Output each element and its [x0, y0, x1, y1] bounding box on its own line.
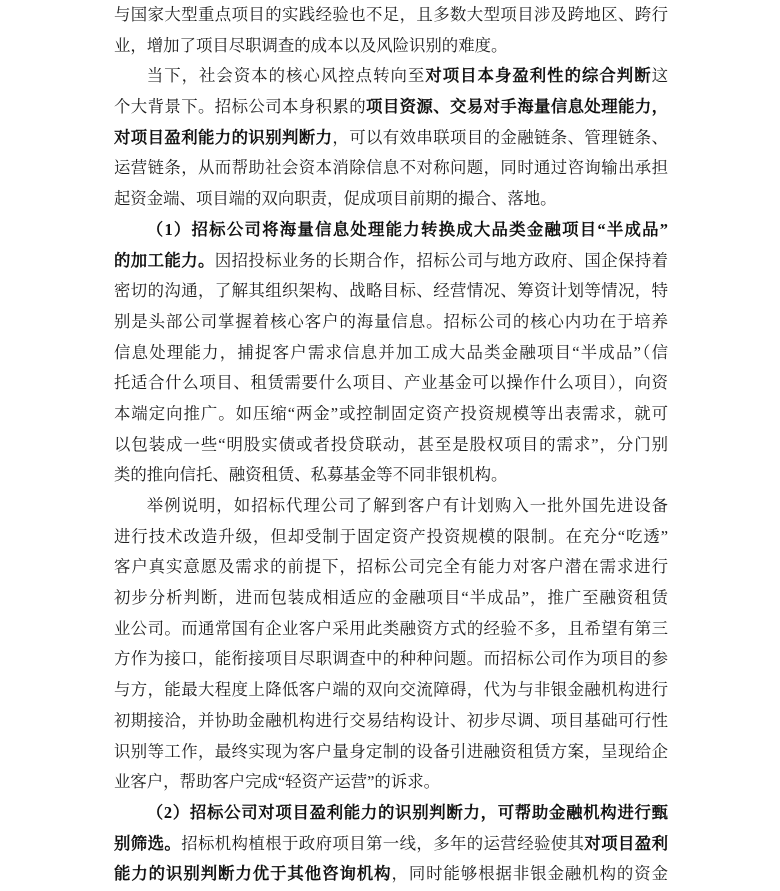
text-line — [114, 307, 668, 338]
document-page-body — [114, 0, 668, 890]
text-run: 与方，能最大程度上降低客户端的双向交流障碍，代为与非银金融机构进行 — [114, 680, 668, 700]
text-line — [114, 0, 668, 31]
text-line — [114, 552, 668, 583]
text-run: 当下，社会资本的核心风控点转向至 — [146, 66, 426, 86]
text-line — [114, 675, 668, 706]
text-line — [114, 859, 668, 890]
text-run: 进行技术改造升级，但却受制于固定资产投资规模的限制。在充分“吃透” — [114, 526, 668, 546]
paragraph — [114, 0, 668, 61]
paragraph — [114, 215, 668, 491]
text-run: 初期接洽，并协助金融机构进行交易结构设计、初步尽调、项目基础可行性 — [114, 710, 668, 730]
text-run: 业公司。而通常国有企业客户采用此类融资方式的经验不多，且希望有第三 — [114, 618, 668, 638]
text-run: 因招投标业务的长期合作，招标公司与地方政府、国企保持着 — [214, 250, 669, 270]
text-run: 方作为接口，能衔接项目尽职调查中的种种问题。而招标公司作为项目的参 — [114, 649, 668, 669]
text-run: 初步分析判断，进而包装成相适应的金融项目“半成品”，推广至融资租赁 — [114, 588, 668, 608]
text-run: 本端定向推广。如压缩“两金”或控制固定资产投资规模等出表需求，就可 — [114, 403, 668, 423]
text-line — [114, 153, 668, 184]
bold-text-run: 能力的识别判断力优于其他咨询机构 — [114, 864, 392, 884]
text-run: 别是头部公司掌握着核心客户的海量信息。招标公司的核心内功在于培养 — [114, 311, 668, 331]
text-line — [114, 614, 668, 645]
text-line — [114, 61, 668, 92]
text-line — [114, 123, 668, 154]
bold-text-run: 别筛选。 — [114, 833, 182, 853]
text-run: 个大背景下。招标公司本身积累的 — [114, 97, 367, 117]
text-run: 业客户，帮助客户完成“轻资产运营”的诉求。 — [114, 772, 440, 792]
text-run: 托适合什么项目、租赁需要什么项目、产业基金可以操作什么项目），向资 — [114, 373, 668, 393]
text-line — [114, 706, 668, 737]
text-line — [114, 583, 668, 614]
bold-text-run: 对项目本身盈利性的综合判断 — [425, 66, 652, 86]
text-run: 起资金端、项目端的双向职责，促成项目前期的撮合、落地。 — [114, 189, 557, 209]
text-line — [114, 460, 668, 491]
paragraph — [114, 491, 668, 798]
text-line — [114, 491, 668, 522]
text-run: 类的推向信托、融资租赁、私募基金等不同非银机构。 — [114, 465, 508, 485]
bold-text-run: 项目资源、交易对手海量信息处理能力， — [366, 97, 669, 117]
text-run: 以包装成一些“明股实债或者投贷联动，甚至是股权项目的需求”，分门别 — [114, 434, 668, 454]
text-run: 客户真实意愿及需求的前提下，招标公司完全有能力对客户潜在需求进行 — [114, 557, 668, 577]
text-run: ，可以有效串联项目的金融链条、管理链条、 — [332, 127, 669, 147]
text-run: 密切的沟通，了解其组织架构、战略目标、经营情况、筹资计划等情况，特 — [114, 281, 668, 301]
text-line — [114, 737, 668, 768]
text-line — [114, 276, 668, 307]
paragraph — [114, 61, 668, 214]
bold-text-run: （2）招标公司对项目盈利能力的识别判断力，可帮助金融机构进行甄 — [146, 802, 668, 822]
text-run: 信息处理能力，捕捉客户需求信息并加工成大品类金融项目“半成品”（信 — [114, 342, 668, 362]
text-run: 识别等工作，最终实现为客户量身定制的设备引进融资租赁方案，呈现给企 — [114, 741, 668, 761]
text-run: 招标机构植根于政府项目第一线，多年的运营经验使其 — [181, 833, 585, 853]
text-line — [114, 399, 668, 430]
text-run: 举例说明，如招标代理公司了解到客户有计划购入一批外国先进设备 — [146, 496, 668, 515]
text-run: ，同时能够根据非银金融机构的资金 — [391, 864, 669, 884]
text-line — [114, 798, 668, 829]
bold-text-run: 的加工能力。 — [114, 250, 215, 270]
text-line — [114, 368, 668, 399]
text-line — [114, 430, 668, 461]
bold-text-run: 对项目盈利能力的识别判断力 — [114, 127, 333, 147]
paragraph — [114, 798, 668, 890]
text-line — [114, 184, 668, 215]
text-line — [114, 644, 668, 675]
text-line — [114, 246, 668, 277]
text-run: 这 — [651, 66, 669, 86]
text-line — [114, 215, 668, 246]
text-line — [114, 767, 668, 798]
bold-text-run: 对项目盈利 — [584, 833, 669, 853]
text-line — [114, 829, 668, 860]
text-line — [114, 92, 668, 123]
text-run: 与国家大型重点项目的实践经验也不足，且多数大型项目涉及跨地区、跨行 — [114, 5, 668, 24]
text-line — [114, 31, 668, 62]
bold-text-run: （1）招标公司将海量信息处理能力转换成大品类金融项目“半成品” — [146, 219, 668, 239]
text-line — [114, 338, 668, 369]
text-run: 运营链条，从而帮助社会资本消除信息不对称问题，同时通过咨询输出承担 — [114, 158, 668, 178]
text-run: 业，增加了项目尽职调查的成本以及风险识别的难度。 — [114, 35, 508, 55]
text-line — [114, 522, 668, 553]
